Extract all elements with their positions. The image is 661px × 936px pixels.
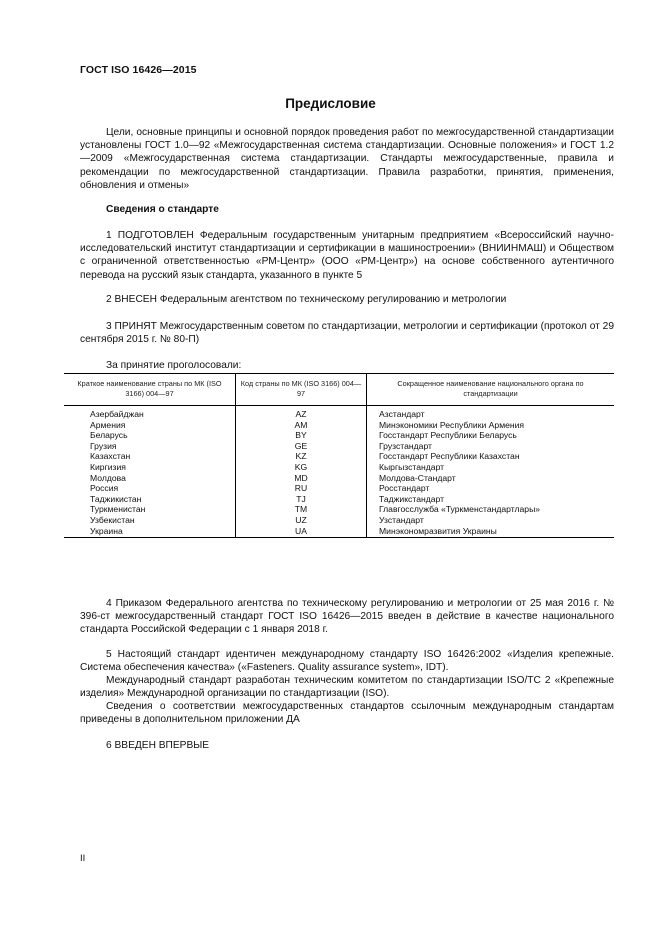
country-name-cell: Узбекистан	[90, 514, 135, 525]
country-code-cell: KZ	[236, 451, 367, 462]
item-5-paragraph: 5 Настоящий стандарт идентичен международному стандарту ISO 16426:2002 «Изделия крепежные. Система обеспечения качества» («Fasteners. Quality assurance system», IDT).	[80, 649, 614, 674]
country-code-cell: KG	[236, 462, 367, 473]
table-row	[64, 420, 614, 431]
standards-body-cell: Госстандарт Республики Беларусь	[367, 430, 615, 441]
country-code-cell: TM	[236, 504, 367, 515]
table-row	[64, 515, 614, 526]
country-name-cell: Киргизия	[90, 461, 126, 472]
countries-table	[64, 373, 614, 538]
intro-paragraph: Цели, основные принципы и основной порядок проведения работ по межгосударственной стандартизации установлены ГОСТ 1.0—92 «Межгосударственная система стандартизации. Основные положения» и ГОСТ 1.2—2009 «Межгосударственная система стандартизации. Стандарты межгосударственные, правила и рекомендации по межгосударственной стандартизации. Правила разработки, принятия, применения, обновления и отмены»	[80, 127, 614, 191]
table-row	[64, 441, 614, 452]
standards-body-cell: Главгосслужба «Туркменстандартлары»	[367, 504, 615, 515]
country-code-cell: GE	[236, 441, 367, 452]
standards-body-cell: Молдова-Стандарт	[367, 473, 615, 484]
standards-body-cell: Госстандарт Республики Казахстан	[367, 451, 615, 462]
countries-table-wrapper	[64, 373, 614, 538]
table-row	[64, 406, 614, 420]
country-name-cell: Беларусь	[90, 430, 128, 441]
table-row	[64, 504, 614, 515]
country-name-cell: Туркменистан	[90, 504, 146, 515]
country-name-cell: Казахстан	[90, 451, 131, 462]
country-name-cell: Армения	[90, 419, 126, 430]
table-body	[64, 406, 614, 538]
country-code-cell: AM	[236, 420, 367, 431]
table-row	[64, 451, 614, 462]
country-name-cell: Грузия	[90, 440, 117, 451]
item-6-paragraph: 6 ВВЕДЕН ВПЕРВЫЕ	[106, 740, 210, 751]
table-row	[64, 462, 614, 473]
voted-label: За принятие проголосовали:	[106, 360, 242, 371]
standards-body-cell: Узстандарт	[367, 515, 615, 526]
table-row	[64, 526, 614, 538]
header-country-name: Краткое наименование страны по МК (ISO 3166) 004—97	[64, 374, 236, 406]
country-code-cell: RU	[236, 483, 367, 494]
country-name-cell: Молдова	[90, 472, 126, 483]
standards-body-cell: Таджикстандарт	[367, 494, 615, 505]
country-code-cell: UZ	[236, 515, 367, 526]
country-code-cell: UA	[236, 526, 367, 538]
page-number: II	[80, 853, 86, 864]
page-title: Предисловие	[285, 96, 376, 111]
table-header-row	[64, 374, 614, 406]
country-name-cell: Таджикистан	[90, 493, 142, 504]
standards-body-cell: Кыргызстандарт	[367, 462, 615, 473]
section-heading: Сведения о стандарте	[106, 204, 219, 215]
country-name-cell: Азербайджан	[90, 409, 144, 419]
country-code-cell: MD	[236, 473, 367, 484]
item-2-paragraph: 2 ВНЕСЕН Федеральным агентством по техническому регулированию и метрологии	[106, 294, 507, 305]
country-code-cell: BY	[236, 430, 367, 441]
standards-body-cell: Азстандарт	[367, 406, 615, 420]
standards-body-cell: Минэкономразвития Украины	[367, 526, 615, 538]
table-row	[64, 494, 614, 505]
standards-body-cell: Грузстандарт	[367, 441, 615, 452]
table-row	[64, 430, 614, 441]
document-header: ГОСТ ISO 16426—2015	[80, 64, 197, 76]
item-5c-paragraph: Сведения о соответствии межгосударственных стандартов ссылочным международным стандартам приведены в дополнительном приложении ДА	[80, 701, 614, 726]
table-row	[64, 473, 614, 484]
table-row	[64, 483, 614, 494]
standards-body-cell: Росстандарт	[367, 483, 615, 494]
item-1-paragraph: 1 ПОДГОТОВЛЕН Федеральным государственным унитарным предприятием «Всероссийский научно-исследовательский институт стандартизации и сертификации в машиностроении» (ВНИИНМАШ) и Обществом с ограниченной ответственностью «РМ-Центр» (ООО «РМ-Центр») на основе собственного аутентичного перевода на русский язык стандарта, указанного в пункте 5	[80, 230, 614, 281]
header-standards-body: Сокращенное наименование национального органа по стандартизации	[367, 374, 615, 406]
header-country-code: Код страны по МК (ISO 3166) 004—97	[236, 374, 367, 406]
standards-body-cell: Минэкономики Республики Армения	[367, 420, 615, 431]
country-name-cell: Украина	[64, 526, 236, 538]
country-name-cell: Россия	[90, 483, 119, 494]
country-code-cell: AZ	[236, 406, 367, 420]
item-5b-paragraph: Международный стандарт разработан техническим комитетом по стандартизации ISO/TC 2 «Крепежные изделия» Международной организации по стандартизации (ISO).	[80, 675, 614, 700]
item-3-paragraph: 3 ПРИНЯТ Межгосударственным советом по стандартизации, метрологии и сертификации (протокол от 29 сентября 2015 г. № 80-П)	[80, 321, 614, 346]
item-4-paragraph: 4 Приказом Федерального агентства по техническому регулированию и метрологии от 25 мая 2016 г. № 396-ст межгосударственный стандарт ГОСТ ISO 16426—2015 введен в действие в качестве национального стандарта Российской Федерации с 1 января 2018 г.	[80, 598, 614, 636]
country-code-cell: TJ	[236, 494, 367, 505]
